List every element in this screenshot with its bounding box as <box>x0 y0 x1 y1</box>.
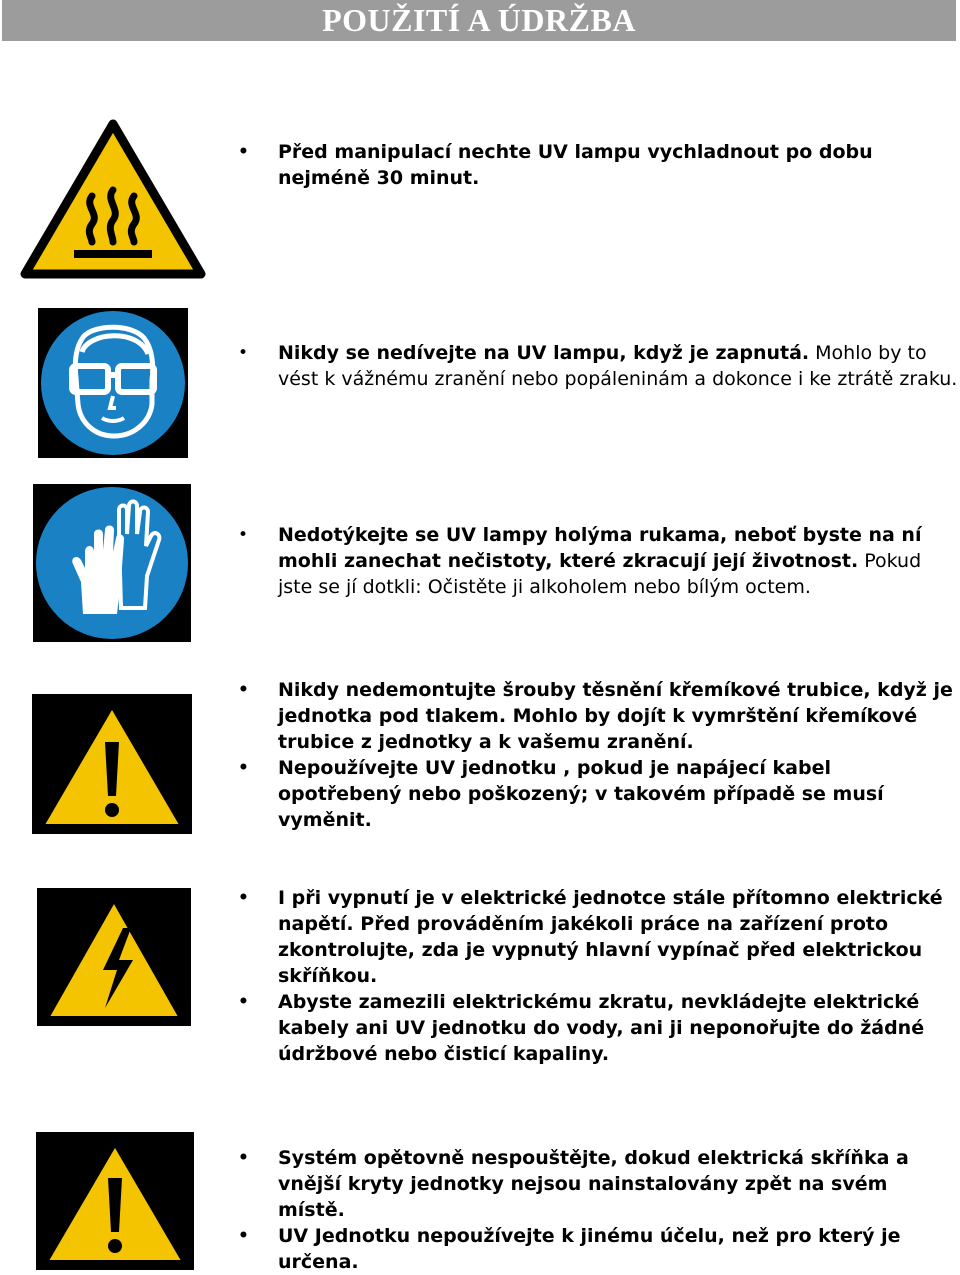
list-item: • Nikdy nedemontujte šrouby těsnění křemíkové trubice, když je jednotka pod tlakem. Mohlo by dojít k vymrštění křemíkové trubice z jednotky a k vašemu zranění. <box>232 677 960 755</box>
section-5-text <box>232 885 960 1067</box>
title-bar <box>2 0 956 41</box>
general-warning-icon <box>36 1132 194 1270</box>
electric-hazard-icon <box>37 888 191 1026</box>
gloves-required-icon <box>33 484 191 642</box>
section-6-text <box>232 1145 960 1275</box>
section-4-text <box>232 677 960 833</box>
section-2-text <box>232 340 960 392</box>
list-item: • Nepoužívejte UV jednotku , pokud je napájecí kabel opotřebený nebo poškozený; v takovém případě se musí vyměnit. <box>232 755 960 833</box>
list-item: • UV Jednotku nepoužívejte k jinému účelu, než pro který je určena. <box>232 1223 960 1275</box>
eye-protection-icon <box>38 308 188 458</box>
list-item: • Abyste zamezili elektrickému zkratu, nevkládejte elektrické kabely ani UV jednotku do vody, ani ji neponořujte do žádné údržbové nebo čisticí kapaliny. <box>232 989 960 1067</box>
page-title: POUŽITÍ A ÚDRŽBA <box>322 2 636 38</box>
list-item: • I při vypnutí je v elektrické jednotce stále přítomno elektrické napětí. Před prováděním jakékoli práce na zařízení proto zkontrolujte, zda je vypnutý hlavní vypínač před elektrickou skříňkou. <box>232 885 960 989</box>
hot-surface-warning-icon <box>20 118 206 280</box>
list-item: • Před manipulací nechte UV lampu vychladnout po dobu nejméně 30 minut. <box>232 139 960 191</box>
list-item: • Nikdy se nedívejte na UV lampu, když je zapnutá. Mohlo by to vést k vážnému zranění nebo popáleninám a dokonce i ke ztrátě zraku. <box>232 340 960 392</box>
section-1-text <box>232 139 960 191</box>
list-item: • Systém opětovně nespouštějte, dokud elektrická skříňka a vnější kryty jednotky nejsou nainstalovány zpět na svém místě. <box>232 1145 960 1223</box>
general-warning-icon <box>32 694 192 834</box>
list-item: • Nedotýkejte se UV lampy holýma rukama, neboť byste na ní mohli zanechat nečistoty, které zkracují její životnost. Pokud jste se jí dotkli: Očistěte ji alkoholem nebo bílým octem. <box>232 522 960 600</box>
section-3-text <box>232 522 960 600</box>
